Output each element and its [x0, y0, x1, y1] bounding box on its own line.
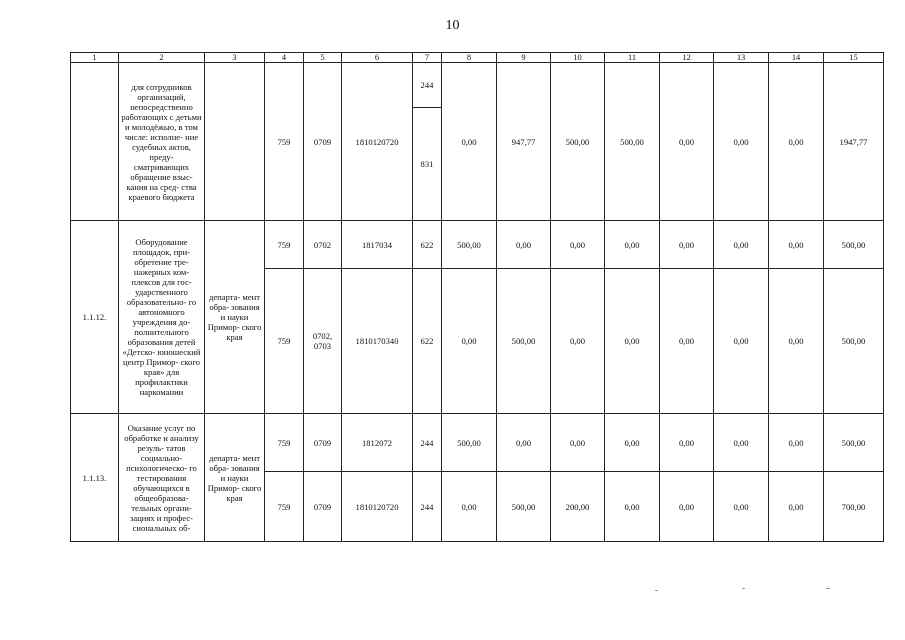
budget-table: [70, 52, 884, 542]
page-number: 10: [445, 18, 460, 33]
item-description: Оказание услуг по обработке и анализу резуль- татов социально- психологическо- го тестирования обучающихся в общеобразова- тельных органи- зациях и профес- сиональных об-: [119, 414, 205, 542]
value-col13: 0,00: [714, 472, 769, 542]
item-executor: департа- мент обра- зования и науки Примор- ского края: [205, 221, 265, 414]
value-col10: 0,00: [551, 221, 605, 269]
value-col12: 0,00: [660, 414, 714, 472]
value-col9: 947,77: [497, 63, 551, 221]
value-col14: 0,00: [769, 472, 824, 542]
vr-cell: 244: [413, 414, 442, 472]
value-col9: 500,00: [497, 269, 551, 414]
rzpr-cell: 0709: [304, 472, 342, 542]
value-col9: 500,00: [497, 472, 551, 542]
value-col14: 0,00: [769, 221, 824, 269]
table-row: [71, 63, 884, 108]
grbs-cell: 759: [265, 269, 304, 414]
table-row: [71, 414, 884, 472]
value-col12: 0,00: [660, 221, 714, 269]
grbs-cell: 759: [265, 472, 304, 542]
value-col8: 0,00: [442, 269, 497, 414]
col-header: 11: [605, 53, 660, 63]
col-header: 6: [342, 53, 413, 63]
grbs-cell: 759: [265, 221, 304, 269]
scan-speck: [655, 590, 658, 591]
item-number: [71, 63, 119, 221]
item-number: 1.1.13.: [71, 414, 119, 542]
value-col15: 1947,77: [824, 63, 884, 221]
value-col12: 0,00: [660, 269, 714, 414]
col-header: 14: [769, 53, 824, 63]
table-row: [71, 221, 884, 269]
value-col8: 0,00: [442, 63, 497, 221]
value-col10: 500,00: [551, 63, 605, 221]
csr-cell: 1812072: [342, 414, 413, 472]
value-col15: 700,00: [824, 472, 884, 542]
value-col13: 0,00: [714, 414, 769, 472]
value-col13: 0,00: [714, 269, 769, 414]
value-col11: 500,00: [605, 63, 660, 221]
col-header: 5: [304, 53, 342, 63]
value-col13: 0,00: [714, 63, 769, 221]
rzpr-cell: 0702, 0703: [304, 269, 342, 414]
value-col12: 0,00: [660, 472, 714, 542]
csr-cell: 1810120720: [342, 472, 413, 542]
header-row: [71, 53, 884, 63]
value-col15: 500,00: [824, 414, 884, 472]
item-executor: департа- мент обра- зования и науки Примор- ского края: [205, 414, 265, 542]
col-header: 8: [442, 53, 497, 63]
col-header: 9: [497, 53, 551, 63]
rzpr-cell: 0709: [304, 414, 342, 472]
grbs-cell: 759: [265, 63, 304, 221]
value-col9: 0,00: [497, 414, 551, 472]
value-col8: 500,00: [442, 414, 497, 472]
col-header: 4: [265, 53, 304, 63]
rzpr-cell: 0709: [304, 63, 342, 221]
value-col10: 0,00: [551, 269, 605, 414]
col-header: 7: [413, 53, 442, 63]
vr-cell: 244: [413, 63, 442, 108]
grbs-cell: 759: [265, 414, 304, 472]
value-col14: 0,00: [769, 269, 824, 414]
item-executor: [205, 63, 265, 221]
value-col10: 0,00: [551, 414, 605, 472]
col-header: 15: [824, 53, 884, 63]
value-col10: 200,00: [551, 472, 605, 542]
value-col8: 0,00: [442, 472, 497, 542]
value-col9: 0,00: [497, 221, 551, 269]
vr-cell: 622: [413, 269, 442, 414]
vr-cell: 244: [413, 472, 442, 542]
csr-cell: 1810170340: [342, 269, 413, 414]
value-col15: 500,00: [824, 269, 884, 414]
value-col14: 0,00: [769, 63, 824, 221]
csr-cell: 1817034: [342, 221, 413, 269]
value-col11: 0,00: [605, 414, 660, 472]
scan-speck: [826, 588, 830, 589]
rzpr-cell: 0702: [304, 221, 342, 269]
col-header: 3: [205, 53, 265, 63]
scan-speck: [742, 588, 745, 589]
vr-cell: 831: [413, 108, 442, 221]
value-col11: 0,00: [605, 221, 660, 269]
col-header: 12: [660, 53, 714, 63]
value-col13: 0,00: [714, 221, 769, 269]
col-header: 13: [714, 53, 769, 63]
value-col11: 0,00: [605, 472, 660, 542]
col-header: 1: [71, 53, 119, 63]
csr-cell: 1810120720: [342, 63, 413, 221]
item-description: Оборудование площадок, при- обретение тре- нажерных ком- плексов для гос- ударственного образовательно- го автономного учреждения до- полнительного образования детей «Детско- юношеский центр Примор- ского края» для профилактики наркомании: [119, 221, 205, 414]
value-col15: 500,00: [824, 221, 884, 269]
value-col11: 0,00: [605, 269, 660, 414]
col-header: 2: [119, 53, 205, 63]
item-number: 1.1.12.: [71, 221, 119, 414]
vr-cell: 622: [413, 221, 442, 269]
value-col14: 0,00: [769, 414, 824, 472]
item-description: для сотрудников организаций, непосредственно работающих с детьми и молодёжью, в том числе: исполне- ние судебных актов, преду- сматривающих обращение взыс- кания на сред- ства краевого бюджета: [119, 63, 205, 221]
value-col8: 500,00: [442, 221, 497, 269]
col-header: 10: [551, 53, 605, 63]
value-col12: 0,00: [660, 63, 714, 221]
